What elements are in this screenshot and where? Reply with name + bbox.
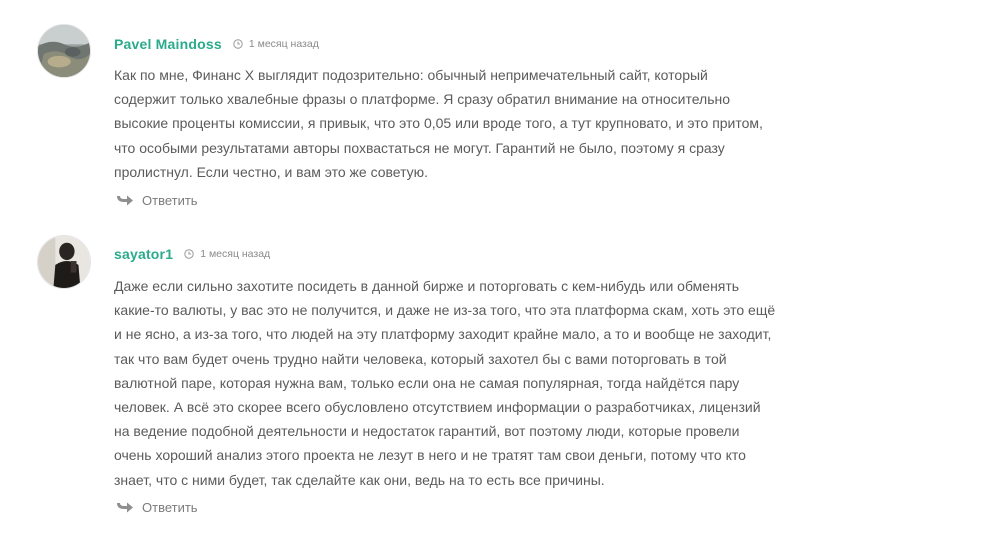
comment-line: так что вам будет очень трудно найти человека, который захотел бы с вами поторговать в той [114,350,727,367]
comment-line: Даже если сильно захотите посидеть в данной бирже и поторговать с кем-нибудь или обменять [114,278,740,294]
avatar[interactable] [37,235,91,289]
reply-label: Ответить [142,193,198,208]
user-photo-icon [38,236,90,288]
reply-arrow-icon [116,194,134,207]
comment-text [114,63,804,184]
comment-text [114,274,804,492]
author-name[interactable]: sayator1 [114,246,174,262]
comment-line: очень хороший анализ этого проекта не лезут в него и не тратят там свои деньги, потому что кто [114,447,746,464]
comment-line: Как по мне, Финанс Х выглядит подозрительно: обычный непримечательный сайт, который [114,67,708,83]
author-name[interactable]: Pavel Maindoss [114,36,222,52]
user-photo-icon [38,25,90,77]
avatar[interactable] [37,24,91,78]
comment-meta [114,36,319,52]
comment-line: содержит только хвалебные фразы о платформе. Я сразу обратил внимание на относительно [114,91,731,108]
reply-label: Ответить [142,500,198,515]
reply-button[interactable] [116,500,198,515]
comment-line: валютной паре, которая нужна вам, только если она не самая популярная, тогда найдётся пару [114,374,740,391]
clock-icon [233,39,243,49]
comment-line: высокие проценты комиссии, я привык, что это 0,05 или вроде того, а тут крупновато, и это притом, [114,115,763,132]
comment-line: пролистнул. Если честно, и вам это же советую. [114,163,429,180]
comment-time[interactable] [233,38,319,50]
comment-line: на ведение подобной деятельности и недостаток гарантий, вот поэтому люди, которые провели [114,423,740,440]
comment-time[interactable] [184,248,270,260]
comment-line: человек. А всё это скорее всего обусловлено отсутствием информации о разработчиках, лицензий [114,399,761,416]
comment-line: и не ясно, а из-за того, что людей на эту платформу заходит крайне мало, а то и вообще не заходит, [114,326,772,343]
comment-meta [114,246,270,262]
comment-line: какие-то валюты, у вас это не получится, и даже не из-за того, что эта платформа скам, хоть это ещё [114,302,776,319]
clock-icon [184,249,194,259]
comment-time-label: 1 месяц назад [248,38,319,50]
comment-line: знает, что с ними будет, так сделайте как они, ведь на то есть все причины. [114,471,605,488]
reply-arrow-icon [116,501,134,514]
comment-time-label: 1 месяц назад [200,248,271,260]
reply-button[interactable] [116,193,198,208]
comment-line: что особыми результатами авторы похвастаться не могут. Гарантий не было, поэтому я сразу [114,139,725,156]
